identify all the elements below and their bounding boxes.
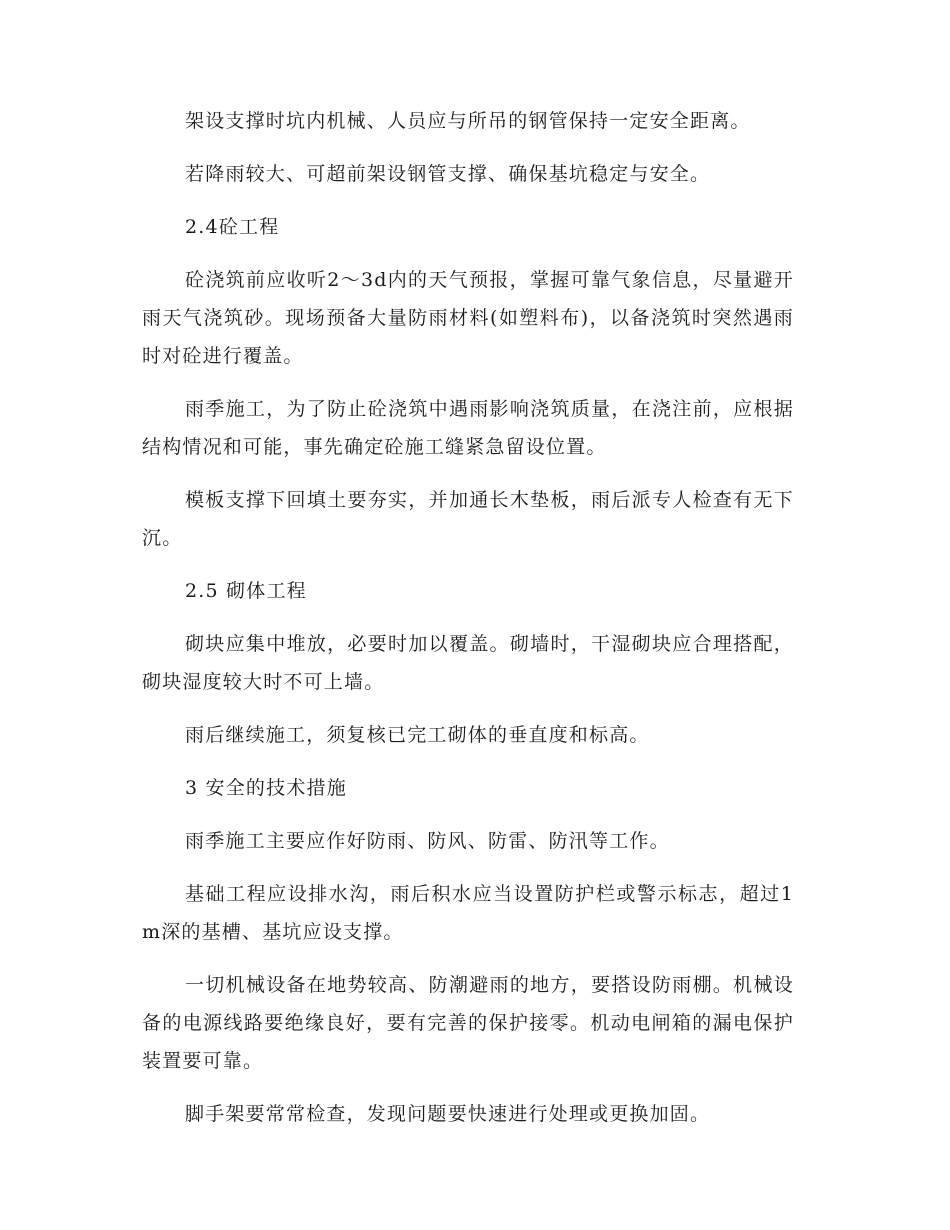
- paragraph: 一切机械设备在地势较高、防潮避雨的地方，要搭设防雨棚。机械设备的电源线路要绝缘良好，要有完善的保护接零。机动电闸箱的漏电保护装置要可靠。: [142, 974, 794, 1072]
- section-heading: 2.5 砌体工程: [185, 580, 307, 602]
- document-page: [142, 102, 794, 1133]
- section-heading: 2.4砼工程: [185, 216, 280, 238]
- paragraph: 若降雨较大、可超前架设钢管支撑、确保基坑稳定与安全。: [185, 163, 711, 185]
- paragraph: 砌块应集中堆放，必要时加以覆盖。砌墙时，干湿砌块应合理搭配，砌块湿度较大时不可上墙。: [142, 633, 794, 693]
- paragraph: 雨季施工，为了防止砼浇筑中遇雨影响浇筑质量，在浇注前，应根据结构情况和可能，事先确定砼施工缝紧急留设位置。: [142, 398, 794, 458]
- paragraph: 模板支撑下回填土要夯实，并加通长木垫板，雨后派专人检查有无下沉。: [142, 489, 794, 549]
- paragraph: 雨季施工主要应作好防雨、防风、防雷、防汛等工作。: [185, 830, 670, 852]
- paragraph: 雨后继续施工，须复核已完工砌体的垂直度和标高。: [185, 724, 650, 746]
- paragraph: 架设支撑时坑内机械、人员应与所吊的钢管保持一定安全距离。: [185, 110, 751, 132]
- paragraph: 砼浇筑前应收听2～3d内的天气预报，掌握可靠气象信息，尽量避开雨天气浇筑砂。现场预备大量防雨材料(如塑料布)，以备浇筑时突然遇雨时对砼进行覆盖。: [142, 269, 794, 367]
- section-heading: 3 安全的技术措施: [185, 777, 347, 799]
- paragraph: 基础工程应设排水沟，雨后积水应当设置防护栏或警示标志，超过1m深的基槽、基坑应设支撑。: [142, 883, 794, 943]
- paragraph: 脚手架要常常检查，发现问题要快速进行处理或更换加固。: [185, 1103, 711, 1125]
